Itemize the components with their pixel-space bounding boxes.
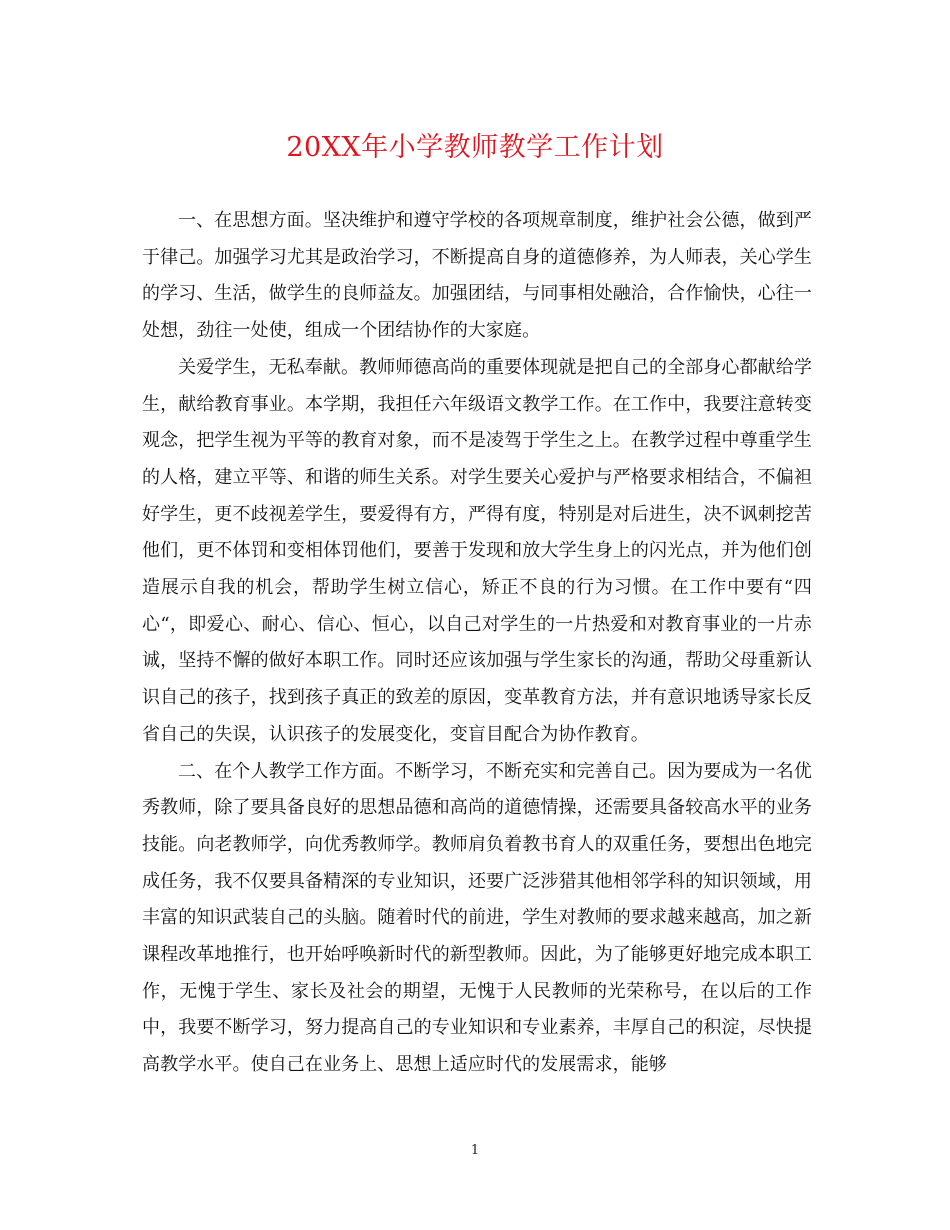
- paragraph-personal-teaching: 二、在个人教学工作方面。不断学习，不断充实和完善自己。因为要成为一名优秀教师，除了要具备良好的思想品德和高尚的道德情操，还需要具备较高水平的业务技能。向老教师学，向优秀教师学。教师肩负着教书育人的双重任务，要想出色地完成任务，我不仅要具备精深的专业知识，还要广泛涉猎其他相邻学科的知识领域，用丰富的知识武装自己的头脑。随着时代的前进，学生对教师的要求越来越高，加之新课程改革地推行，也开始呼唤新时代的新型教师。因此，为了能够更好地完成本职工作，无愧于学生、家长及社会的期望，无愧于人民教师的光荣称号，在以后的工作中，我要不断学习，努力提高自己的专业知识和专业素养，丰厚自己的积淀，尽快提高教学水平。使自己在业务上、思想上适应时代的发展需求，能够: [142, 760, 812, 1076]
- page-number: 1: [470, 1143, 480, 1158]
- document-body: [142, 203, 812, 1084]
- page-title: 20XX年小学教师教学工作计划: [286, 132, 664, 163]
- paragraph-care-for-students: 关爱学生，无私奉献。教师师德高尚的重要体现就是把自己的全部身心都献给学生，献给教育事业。本学期，我担任六年级语文教学工作。在工作中，我要注意转变观念，把学生视为平等的教育对象，而不是凌驾于学生之上。在教学过程中尊重学生的人格，建立平等、和谐的师生关系。对学生要关心爱护与严格要求相结合，不偏袒好学生，更不歧视差学生，要爱得有方，严得有度，特别是对后进生，决不讽刺挖苦他们，更不体罚和变相体罚他们，要善于发现和放大学生身上的闪光点，并为他们创造展示自我的机会，帮助学生树立信心，矫正不良的行为习惯。在工作中要有“四心“，即爱心、耐心、信心、恒心，以自己对学生的一片热爱和对教育事业的一片赤诚，坚持不懈的做好本职工作。同时还应该加强与学生家长的沟通，帮助父母重新认识自己的孩子，找到孩子真正的致差的原因，变革教育方法，并有意识地诱导家长反省自己的失误，认识孩子的发展变化，变盲目配合为协作教育。: [142, 356, 812, 745]
- paragraph-ideology: 一、在思想方面。坚决维护和遵守学校的各项规章制度，维护社会公德，做到严于律己。加强学习尤其是政治学习，不断提高自身的道德修养，为人师表，关心学生的学习、生活，做学生的良师益友。加强团结，与同事相处融洽，合作愉快，心往一处想，劲往一处使，组成一个团结协作的大家庭。: [142, 210, 812, 342]
